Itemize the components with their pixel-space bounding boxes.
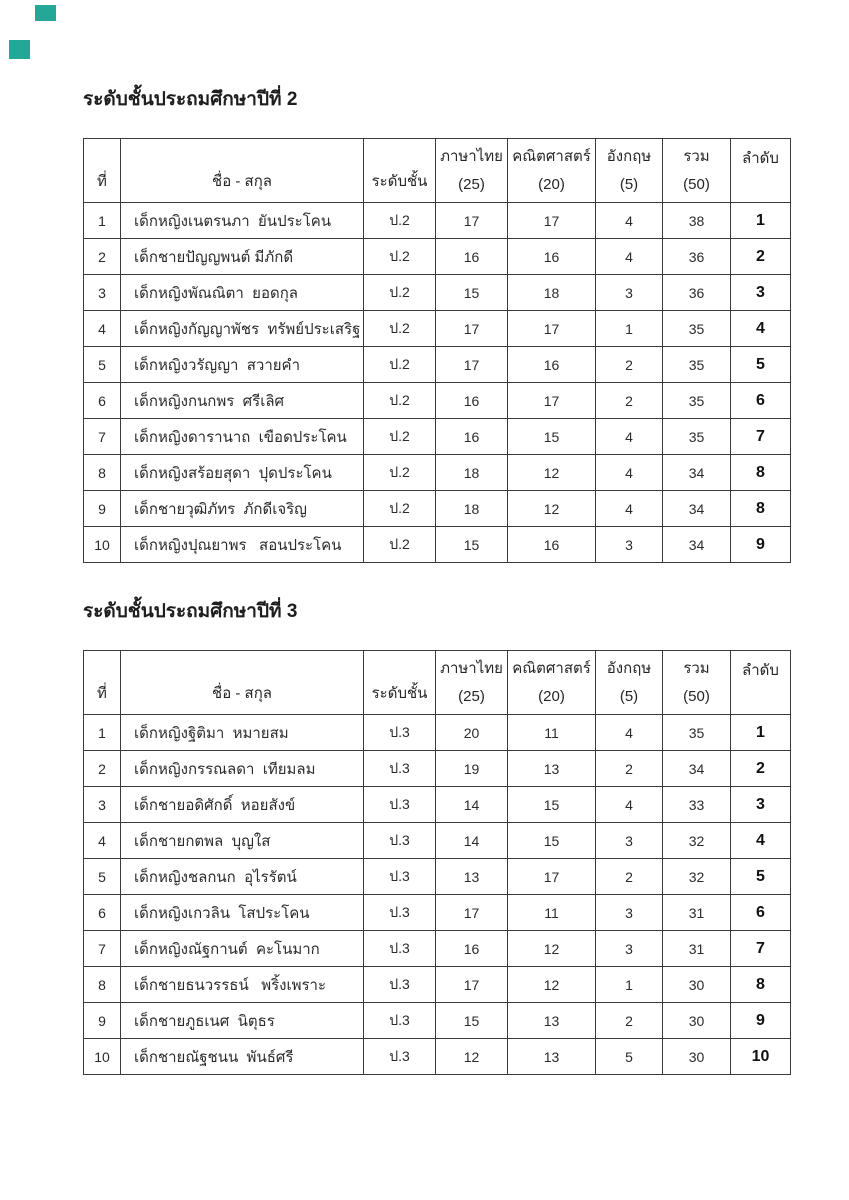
cell-level: ป.2 [364, 383, 436, 419]
cell-rank: 1 [731, 203, 791, 239]
cell-no: 1 [84, 203, 121, 239]
cell-total: 31 [663, 895, 731, 931]
header-thai: ภาษาไทย (25) [436, 139, 508, 203]
cell-no: 4 [84, 823, 121, 859]
cell-name: เด็กชายวุฒิภัทร ภักดีเจริญ [121, 491, 364, 527]
cell-level: ป.2 [364, 311, 436, 347]
cell-name: เด็กหญิงณัฐกานต์ คะโนมาก [121, 931, 364, 967]
header-rank: ลำดับ [731, 651, 791, 715]
cell-rank: 7 [731, 931, 791, 967]
cell-name: เด็กหญิงพัณณิตา ยอดกุล [121, 275, 364, 311]
cell-name: เด็กหญิงฐิติมา หมายสม [121, 715, 364, 751]
cell-math: 16 [508, 527, 596, 563]
cell-english: 2 [596, 1003, 663, 1039]
cell-name: เด็กหญิงดารานาถ เขือดประโคน [121, 419, 364, 455]
scores-table-grade2 [83, 138, 791, 563]
cell-math: 11 [508, 715, 596, 751]
cell-no: 6 [84, 383, 121, 419]
cell-rank: 10 [731, 1039, 791, 1075]
cell-english: 3 [596, 527, 663, 563]
cell-thai: 17 [436, 895, 508, 931]
cell-no: 5 [84, 859, 121, 895]
cell-english: 3 [596, 895, 663, 931]
cell-level: ป.3 [364, 715, 436, 751]
table-row [84, 491, 791, 527]
cell-rank: 3 [731, 787, 791, 823]
cell-english: 4 [596, 455, 663, 491]
table-row [84, 931, 791, 967]
table-row [84, 1003, 791, 1039]
cell-rank: 6 [731, 895, 791, 931]
cell-total: 31 [663, 931, 731, 967]
cell-name: เด็กหญิงเกวลิน โสประโคน [121, 895, 364, 931]
cell-no: 10 [84, 1039, 121, 1075]
cell-thai: 15 [436, 1003, 508, 1039]
cell-thai: 17 [436, 203, 508, 239]
cell-thai: 20 [436, 715, 508, 751]
cell-thai: 16 [436, 419, 508, 455]
cell-total: 34 [663, 491, 731, 527]
header-math: คณิตศาสตร์ (20) [508, 139, 596, 203]
table-row [84, 751, 791, 787]
table-row [84, 455, 791, 491]
cell-math: 17 [508, 859, 596, 895]
cell-english: 3 [596, 275, 663, 311]
header-name: ชื่อ - สกุล [121, 139, 364, 203]
cell-level: ป.3 [364, 967, 436, 1003]
cell-level: ป.3 [364, 751, 436, 787]
cell-english: 2 [596, 751, 663, 787]
cell-no: 1 [84, 715, 121, 751]
cell-rank: 7 [731, 419, 791, 455]
cell-name: เด็กหญิงกัญญาพัชร ทรัพย์ประเสริฐ [121, 311, 364, 347]
table-row [84, 787, 791, 823]
cell-thai: 16 [436, 383, 508, 419]
cell-level: ป.3 [364, 823, 436, 859]
cell-total: 34 [663, 751, 731, 787]
cell-thai: 15 [436, 527, 508, 563]
table-row [84, 527, 791, 563]
cell-english: 1 [596, 311, 663, 347]
cell-english: 4 [596, 787, 663, 823]
grade3-section [83, 600, 791, 1075]
cell-total: 34 [663, 455, 731, 491]
cell-total: 35 [663, 419, 731, 455]
cell-total: 38 [663, 203, 731, 239]
cell-level: ป.2 [364, 203, 436, 239]
header-total: รวม (50) [663, 139, 731, 203]
header-level: ระดับชั้น [364, 139, 436, 203]
cell-no: 5 [84, 347, 121, 383]
cell-no: 6 [84, 895, 121, 931]
cell-level: ป.2 [364, 347, 436, 383]
cell-no: 10 [84, 527, 121, 563]
cell-total: 30 [663, 967, 731, 1003]
cell-name: เด็กชายปัญญพนต์ มีภักดี [121, 239, 364, 275]
cell-rank: 8 [731, 967, 791, 1003]
cell-level: ป.3 [364, 1039, 436, 1075]
cell-rank: 8 [731, 455, 791, 491]
cell-no: 8 [84, 967, 121, 1003]
cell-name: เด็กหญิงเนตรนภา ยันประโคน [121, 203, 364, 239]
cell-thai: 15 [436, 275, 508, 311]
cell-no: 7 [84, 931, 121, 967]
cell-thai: 17 [436, 967, 508, 1003]
cell-no: 7 [84, 419, 121, 455]
cell-english: 2 [596, 383, 663, 419]
cell-math: 17 [508, 311, 596, 347]
table-row [84, 203, 791, 239]
cell-total: 36 [663, 275, 731, 311]
cell-rank: 9 [731, 527, 791, 563]
cell-math: 13 [508, 751, 596, 787]
cell-math: 12 [508, 455, 596, 491]
cell-math: 18 [508, 275, 596, 311]
cell-total: 30 [663, 1003, 731, 1039]
cell-math: 13 [508, 1003, 596, 1039]
table-row [84, 895, 791, 931]
cell-math: 17 [508, 383, 596, 419]
cell-thai: 14 [436, 787, 508, 823]
cell-level: ป.3 [364, 931, 436, 967]
table-row [84, 239, 791, 275]
cell-thai: 13 [436, 859, 508, 895]
cell-no: 8 [84, 455, 121, 491]
table-row [84, 715, 791, 751]
cell-rank: 4 [731, 823, 791, 859]
table-row [84, 967, 791, 1003]
section-title-grade2: ระดับชั้นประถมศึกษาปีที่ 2 [83, 89, 298, 110]
cell-level: ป.3 [364, 1003, 436, 1039]
table-row [84, 859, 791, 895]
cell-thai: 18 [436, 455, 508, 491]
cell-total: 35 [663, 311, 731, 347]
cell-total: 35 [663, 715, 731, 751]
table-header-row [84, 651, 791, 715]
cell-no: 3 [84, 787, 121, 823]
cell-level: ป.3 [364, 787, 436, 823]
cell-math: 12 [508, 931, 596, 967]
cell-english: 2 [596, 859, 663, 895]
cell-name: เด็กชายภูธเนศ นิตุธร [121, 1003, 364, 1039]
cell-math: 16 [508, 239, 596, 275]
cell-english: 4 [596, 239, 663, 275]
section-title-grade3: ระดับชั้นประถมศึกษาปีที่ 3 [83, 601, 298, 622]
cell-no: 3 [84, 275, 121, 311]
cell-math: 12 [508, 967, 596, 1003]
cell-name: เด็กหญิงวรัญญา สวายคำ [121, 347, 364, 383]
cell-name: เด็กชายอดิศักดิ์ หอยสังข์ [121, 787, 364, 823]
cell-rank: 5 [731, 859, 791, 895]
cell-english: 5 [596, 1039, 663, 1075]
cell-total: 32 [663, 823, 731, 859]
cell-english: 4 [596, 203, 663, 239]
table-row [84, 823, 791, 859]
cell-thai: 16 [436, 239, 508, 275]
grade2-section [83, 88, 791, 563]
header-level: ระดับชั้น [364, 651, 436, 715]
cell-level: ป.2 [364, 491, 436, 527]
scan-artifact-mark [35, 5, 56, 21]
scores-table-grade3 [83, 650, 791, 1075]
table-row [84, 383, 791, 419]
cell-math: 16 [508, 347, 596, 383]
table-row [84, 347, 791, 383]
cell-math: 13 [508, 1039, 596, 1075]
header-total: รวม (50) [663, 651, 731, 715]
cell-level: ป.2 [364, 527, 436, 563]
cell-math: 17 [508, 203, 596, 239]
cell-level: ป.2 [364, 275, 436, 311]
cell-rank: 9 [731, 1003, 791, 1039]
header-no: ที่ [84, 139, 121, 203]
cell-name: เด็กชายกตพล บุญใส [121, 823, 364, 859]
cell-english: 4 [596, 715, 663, 751]
header-no: ที่ [84, 651, 121, 715]
header-thai: ภาษาไทย (25) [436, 651, 508, 715]
cell-rank: 3 [731, 275, 791, 311]
cell-no: 2 [84, 239, 121, 275]
cell-name: เด็กชายธนวรรธน์ พริ้งเพราะ [121, 967, 364, 1003]
cell-no: 4 [84, 311, 121, 347]
cell-rank: 2 [731, 239, 791, 275]
cell-level: ป.2 [364, 455, 436, 491]
scan-artifact-mark [9, 40, 30, 59]
cell-name: เด็กหญิงกรรณลดา เทียมลม [121, 751, 364, 787]
cell-english: 2 [596, 347, 663, 383]
cell-total: 30 [663, 1039, 731, 1075]
cell-english: 4 [596, 491, 663, 527]
cell-english: 4 [596, 419, 663, 455]
cell-rank: 8 [731, 491, 791, 527]
cell-no: 9 [84, 1003, 121, 1039]
header-math: คณิตศาสตร์ (20) [508, 651, 596, 715]
cell-rank: 2 [731, 751, 791, 787]
cell-rank: 6 [731, 383, 791, 419]
cell-no: 9 [84, 491, 121, 527]
cell-name: เด็กหญิงสร้อยสุดา ปุดประโคน [121, 455, 364, 491]
cell-name: เด็กชายณัฐชนน พันธ์ศรี [121, 1039, 364, 1075]
cell-total: 32 [663, 859, 731, 895]
cell-total: 35 [663, 347, 731, 383]
cell-math: 15 [508, 823, 596, 859]
cell-math: 12 [508, 491, 596, 527]
cell-rank: 1 [731, 715, 791, 751]
cell-no: 2 [84, 751, 121, 787]
cell-english: 1 [596, 967, 663, 1003]
table-row [84, 1039, 791, 1075]
table-row [84, 275, 791, 311]
cell-english: 3 [596, 823, 663, 859]
header-rank: ลำดับ [731, 139, 791, 203]
table-row [84, 419, 791, 455]
header-name: ชื่อ - สกุล [121, 651, 364, 715]
cell-thai: 17 [436, 347, 508, 383]
cell-total: 36 [663, 239, 731, 275]
cell-level: ป.3 [364, 895, 436, 931]
cell-name: เด็กหญิงชลกนก อุไรรัตน์ [121, 859, 364, 895]
table-header-row [84, 139, 791, 203]
header-english: อังกฤษ (5) [596, 651, 663, 715]
table-row [84, 311, 791, 347]
cell-thai: 18 [436, 491, 508, 527]
cell-name: เด็กหญิงปุณยาพร สอนประโคน [121, 527, 364, 563]
cell-rank: 4 [731, 311, 791, 347]
cell-math: 15 [508, 787, 596, 823]
cell-total: 35 [663, 383, 731, 419]
cell-total: 34 [663, 527, 731, 563]
cell-thai: 12 [436, 1039, 508, 1075]
cell-total: 33 [663, 787, 731, 823]
cell-level: ป.2 [364, 239, 436, 275]
header-english: อังกฤษ (5) [596, 139, 663, 203]
cell-math: 15 [508, 419, 596, 455]
cell-level: ป.2 [364, 419, 436, 455]
cell-english: 3 [596, 931, 663, 967]
cell-thai: 19 [436, 751, 508, 787]
cell-thai: 17 [436, 311, 508, 347]
cell-thai: 16 [436, 931, 508, 967]
cell-rank: 5 [731, 347, 791, 383]
cell-level: ป.3 [364, 859, 436, 895]
cell-name: เด็กหญิงกนกพร ศรีเลิศ [121, 383, 364, 419]
cell-thai: 14 [436, 823, 508, 859]
cell-math: 11 [508, 895, 596, 931]
